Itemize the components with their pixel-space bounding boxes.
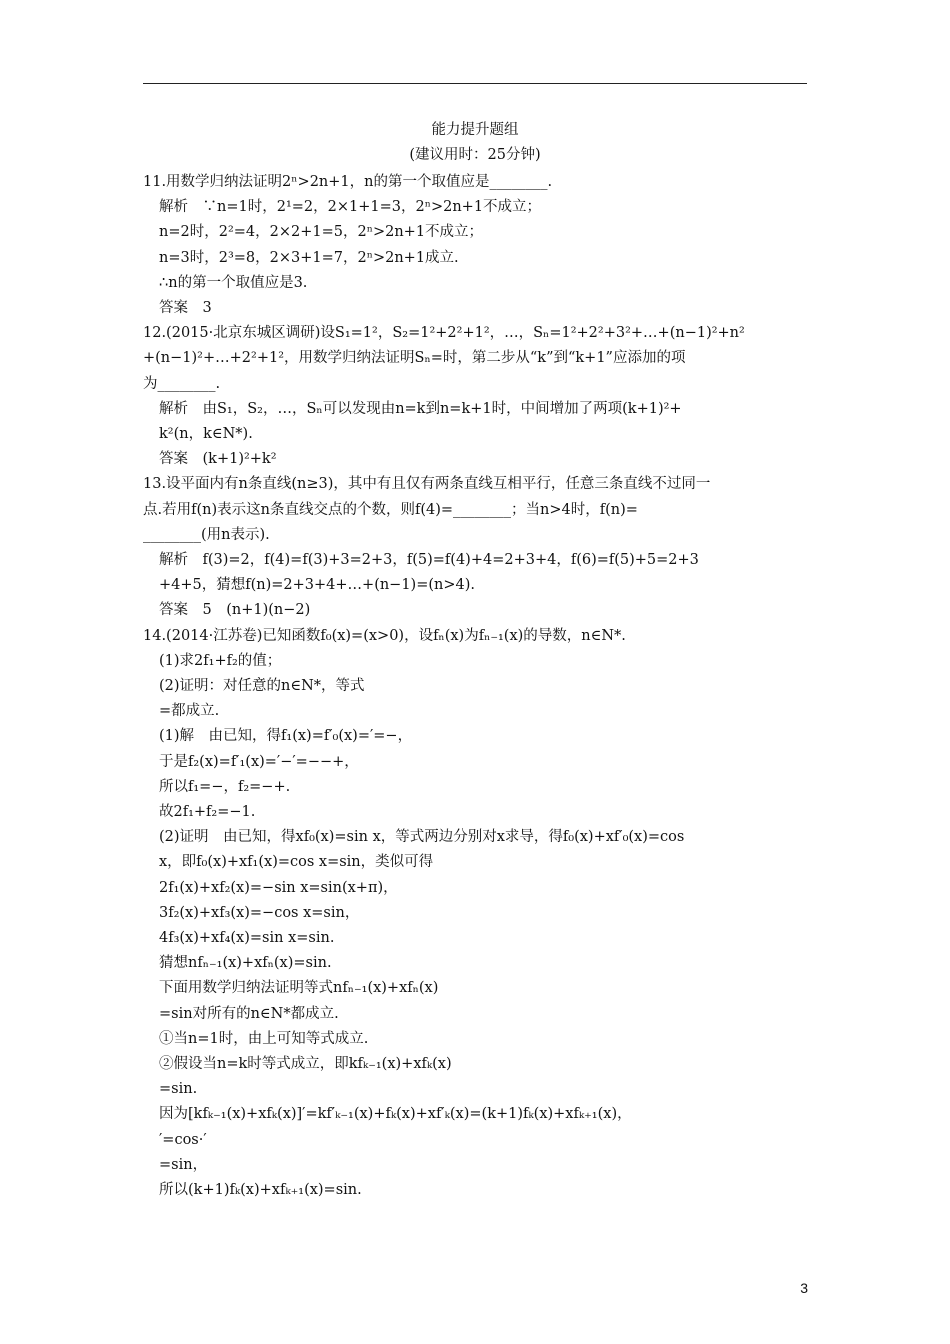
text-line: 于是f₂(x)=f′₁(x)=′−′=−−+，	[159, 753, 359, 770]
text-line: 点.若用f(n)表示这n条直线交点的个数，则f(4)=________；当n>4时，f(n)=	[143, 501, 638, 518]
text-line: 解析 f(3)=2，f(4)=f(3)+3=2+3，f(5)=f(4)+4=2+3+4，f(6)=f(5)+5=2+3	[159, 552, 699, 568]
text-line: 12.(2015·北京东城区调研)设S₁=1²，S₂=1²+2²+1²，…，Sₙ=1²+2²+3²+…+(n−1)²+n²	[143, 325, 745, 342]
text-line: =sin对所有的n∈N*都成立.	[159, 1005, 339, 1022]
text-line: 11.用数学归纳法证明2ⁿ>2n+1，n的第一个取值应是________.	[143, 174, 553, 190]
text-line: ②假设当n=k时等式成立，即kfₖ₋₁(x)+xfₖ(x)	[159, 1056, 452, 1072]
text-line: 2f₁(x)+xf₂(x)=−sin x=sin(x+π)，	[159, 879, 398, 896]
text-line: 14.(2014·江苏卷)已知函数f₀(x)=(x>0)，设fₙ(x)为fₙ₋₁(x)的导数，n∈N*.	[143, 627, 626, 644]
text-line: 答案 5 (n+1)(n−2)	[159, 602, 311, 619]
text-line: ①当n=1时，由上可知等式成立.	[159, 1030, 369, 1047]
text-line: (2)证明：对任意的n∈N*，等式	[159, 678, 365, 694]
section-title: 能力提升题组	[431, 122, 519, 138]
text-line: (1)求2f₁+f₂的值；	[159, 652, 282, 669]
text-line: ________(用n表示).	[143, 526, 270, 543]
text-line: 答案 3	[159, 300, 212, 316]
text-line: +4+5，猜想f(n)=2+3+4+…+(n−1)=(n>4).	[159, 577, 476, 594]
text-line: n=2时，2²=4，2×2+1=5，2ⁿ>2n+1不成立；	[159, 224, 484, 241]
time-note: (建议用时：25分钟)	[409, 147, 541, 163]
text-line: 4f₃(x)+xf₄(x)=sin x=sin.	[159, 930, 335, 946]
text-line: (1)解 由已知，得f₁(x)=f′₀(x)=′=−，	[159, 728, 413, 745]
text-line: 所以f₁=−，f₂=−+.	[159, 778, 291, 795]
text-line: n=3时，2³=8，2×3+1=7，2ⁿ>2n+1成立.	[159, 249, 459, 266]
header-rule	[143, 83, 807, 84]
text-line: 下面用数学归纳法证明等式nfₙ₋₁(x)+xfₙ(x)	[159, 980, 439, 997]
text-line: x，即f₀(x)+xf₁(x)=cos x=sin，类似可得	[159, 854, 434, 871]
text-line: 为________.	[143, 375, 221, 392]
text-line: =sin，	[159, 1156, 208, 1173]
text-line: 猜想nfₙ₋₁(x)+xfₙ(x)=sin.	[159, 955, 332, 972]
text-line: ′=cos·′	[159, 1131, 207, 1148]
text-line: k²(n，k∈N*).	[159, 426, 253, 442]
text-line: ∴n的第一个取值应是3.	[159, 274, 308, 291]
text-line: 解析 ∵n=1时，2¹=2，2×1+1=3，2ⁿ>2n+1不成立；	[159, 199, 542, 216]
page-number: 3	[800, 1280, 808, 1296]
text-line: 故2f₁+f₂=−1.	[159, 804, 256, 820]
text-line: (2)证明 由已知，得xf₀(x)=sin x，等式两边分别对x求导，得f₀(x)+xf′₀(x)=cos	[159, 829, 685, 846]
text-line: 解析 由S₁，S₂，…，Sₙ可以发现由n=k到n=k+1时，中间增加了两项(k+1)²+	[159, 400, 682, 417]
text-line: 3f₂(x)+xf₃(x)=−cos x=sin，	[159, 904, 360, 921]
text-line: 答案 (k+1)²+k²	[159, 451, 277, 468]
text-line: 因为[kfₖ₋₁(x)+xfₖ(x)]′=kf′ₖ₋₁(x)+fₖ(x)+xf′ₖ(x)=(k+1)fₖ(x)+xfₖ₊₁(x)，	[159, 1106, 632, 1123]
text-line: 所以(k+1)fₖ(x)+xfₖ₊₁(x)=sin.	[159, 1182, 362, 1198]
text-line: 13.设平面内有n条直线(n≥3)，其中有且仅有两条直线互相平行，任意三条直线不过同一	[143, 476, 711, 493]
text-line: +(n−1)²+…+2²+1²，用数学归纳法证明Sₙ=时，第二步从“k”到“k+1”应添加的项	[143, 350, 686, 367]
text-line: =sin.	[159, 1081, 198, 1098]
text-line: =都成立.	[159, 703, 220, 720]
